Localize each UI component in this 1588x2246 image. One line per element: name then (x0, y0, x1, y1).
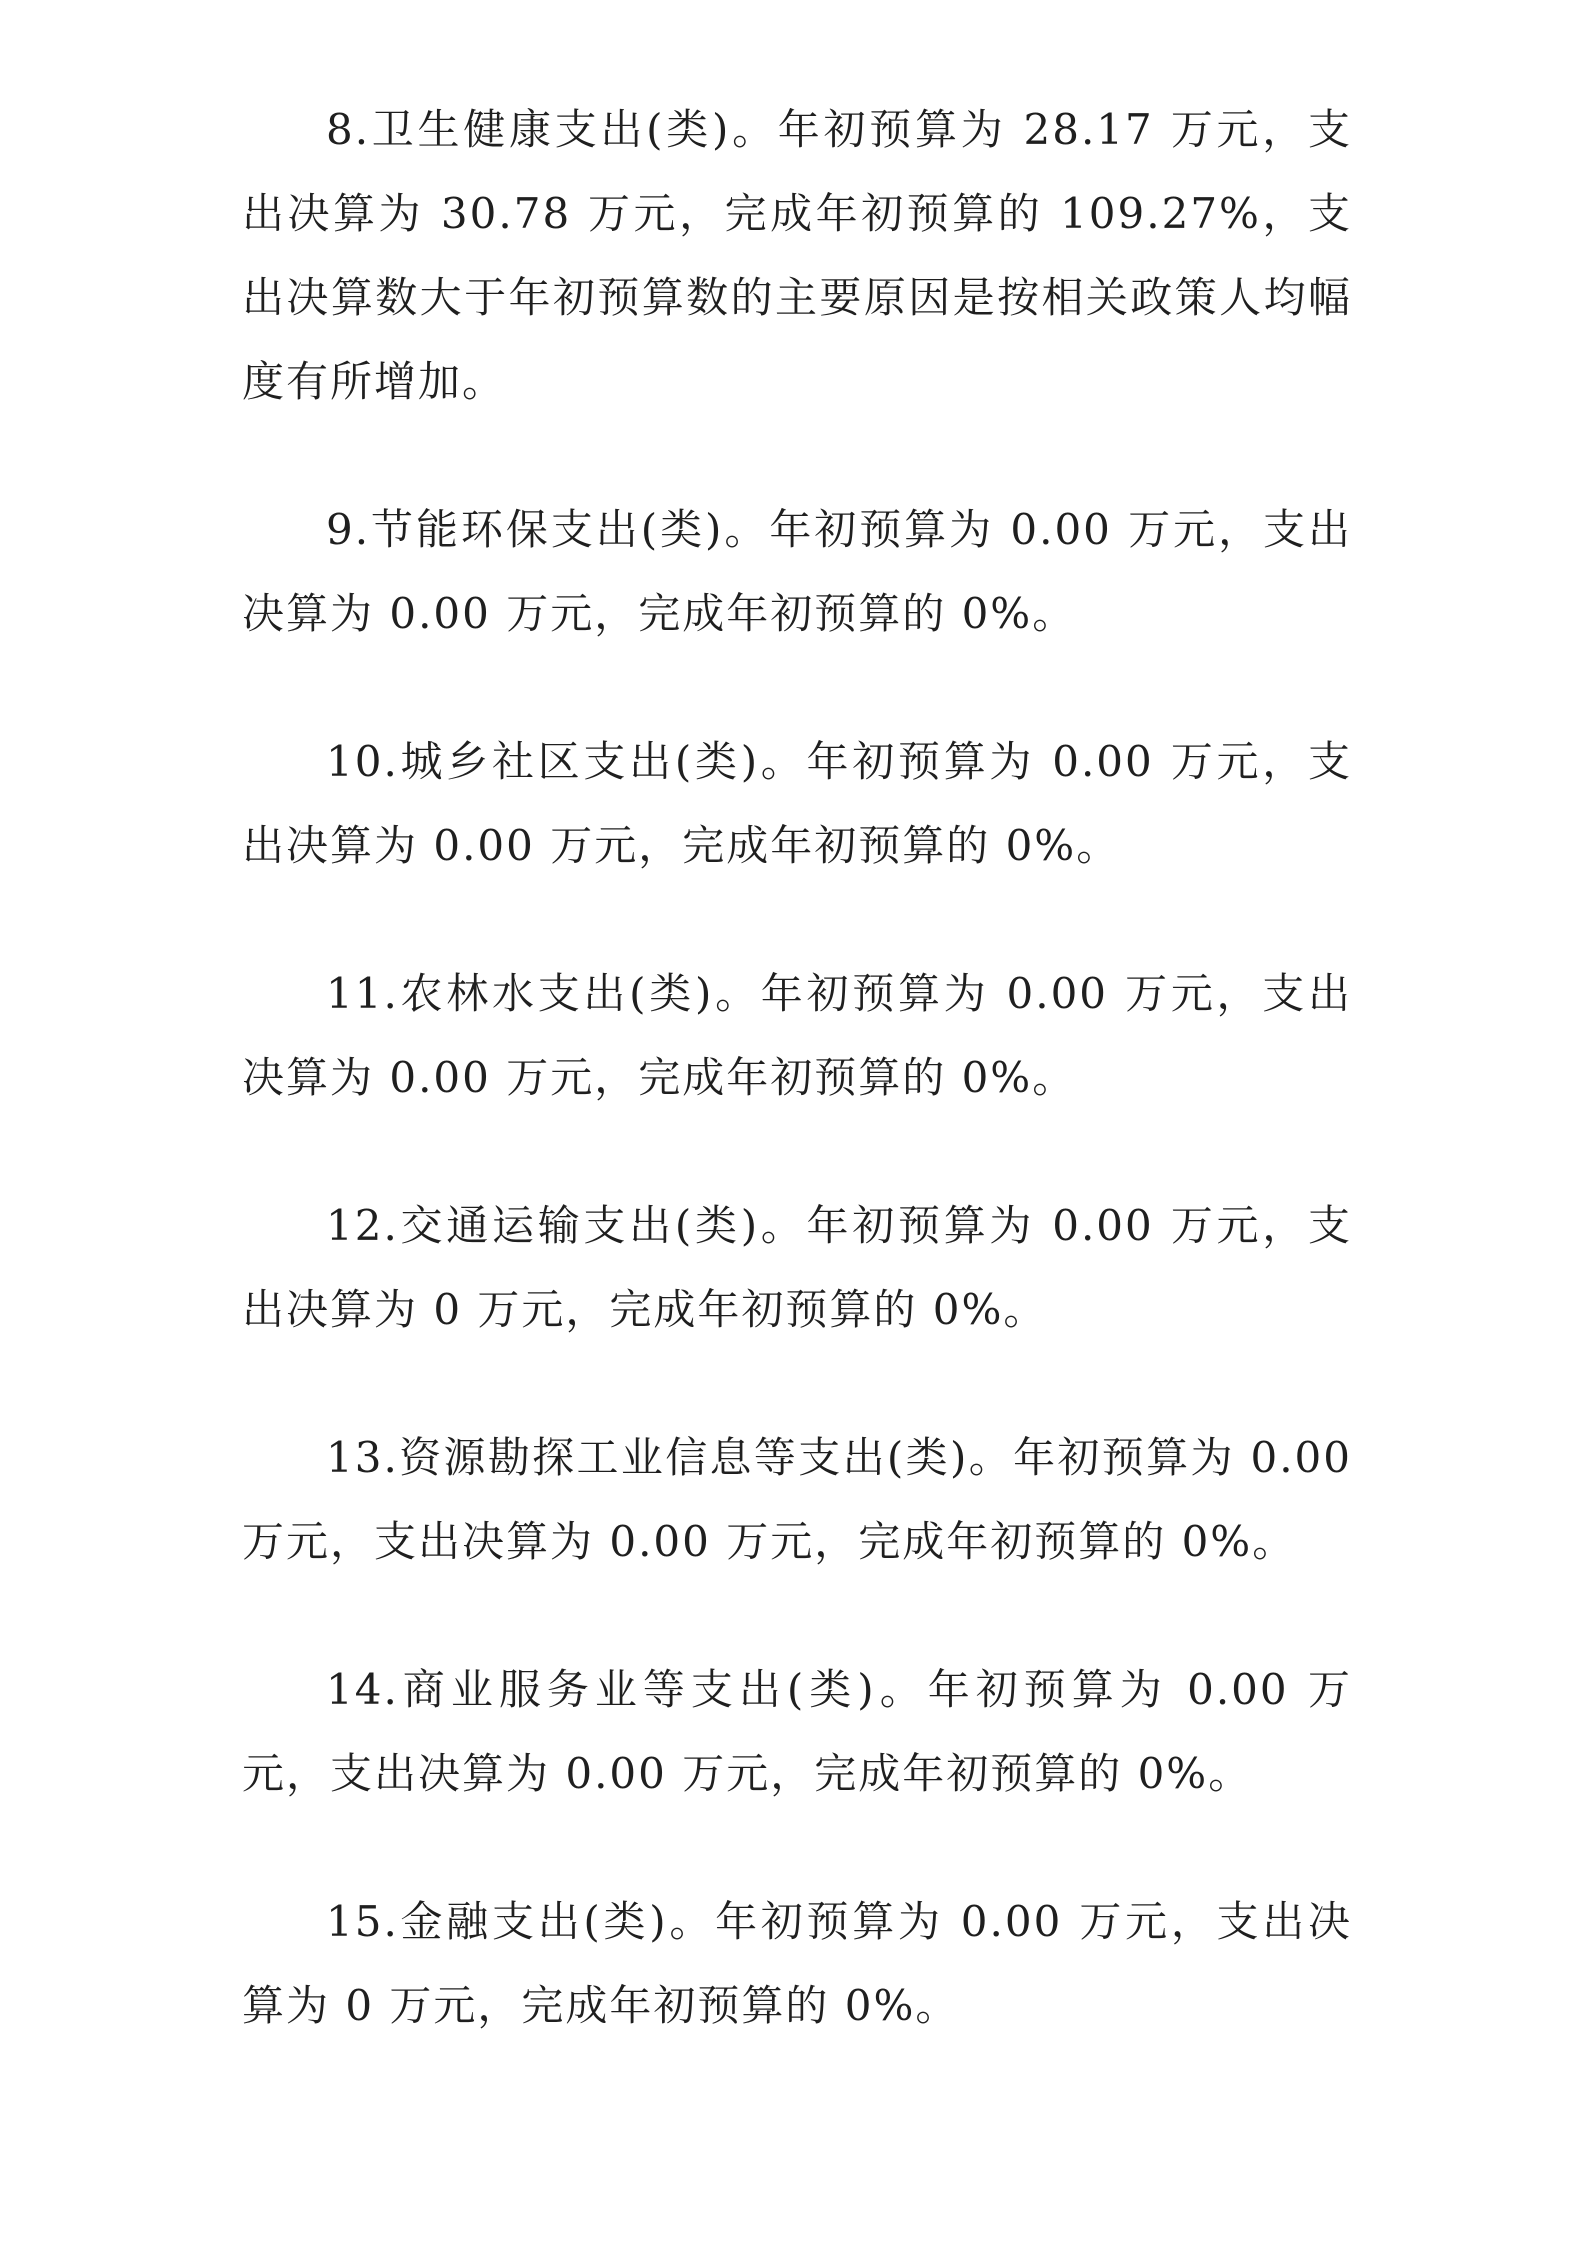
paragraph-resource-industry-info-expenditure: 13.资源勘探工业信息等支出(类)。年初预算为 0.00 万元，支出决算为 0.00 万元，完成年初预算的 0%。 (242, 1433, 1352, 1566)
paragraph-energy-environment-expenditure: 9.节能环保支出(类)。年初预算为 0.00 万元，支出决算为 0.00 万元，完成年初预算的 0%。 (242, 505, 1352, 638)
paragraph-finance-expenditure: 15.金融支出(类)。年初预算为 0.00 万元，支出决算为 0 万元，完成年初预算的 0%。 (242, 1897, 1352, 2030)
paragraph-health-expenditure: 8.卫生健康支出(类)。年初预算为 28.17 万元，支出决算为 30.78 万元，完成年初预算的 109.27%，支出决算数大于年初预算数的主要原因是按相关政策人均幅度有所增加。 (242, 105, 1352, 406)
paragraph-urban-rural-community-expenditure: 10.城乡社区支出(类)。年初预算为 0.00 万元，支出决算为 0.00 万元，完成年初预算的 0%。 (242, 737, 1352, 870)
paragraph-transportation-expenditure: 12.交通运输支出(类)。年初预算为 0.00 万元，支出决算为 0 万元，完成年初预算的 0%。 (242, 1201, 1352, 1334)
paragraph-commercial-services-expenditure: 14.商业服务业等支出(类)。年初预算为 0.00 万元，支出决算为 0.00 万元，完成年初预算的 0%。 (242, 1665, 1352, 1798)
document-body (242, 88, 1352, 2112)
paragraph-agriculture-forestry-water-expenditure: 11.农林水支出(类)。年初预算为 0.00 万元，支出决算为 0.00 万元，完成年初预算的 0%。 (242, 969, 1352, 1102)
